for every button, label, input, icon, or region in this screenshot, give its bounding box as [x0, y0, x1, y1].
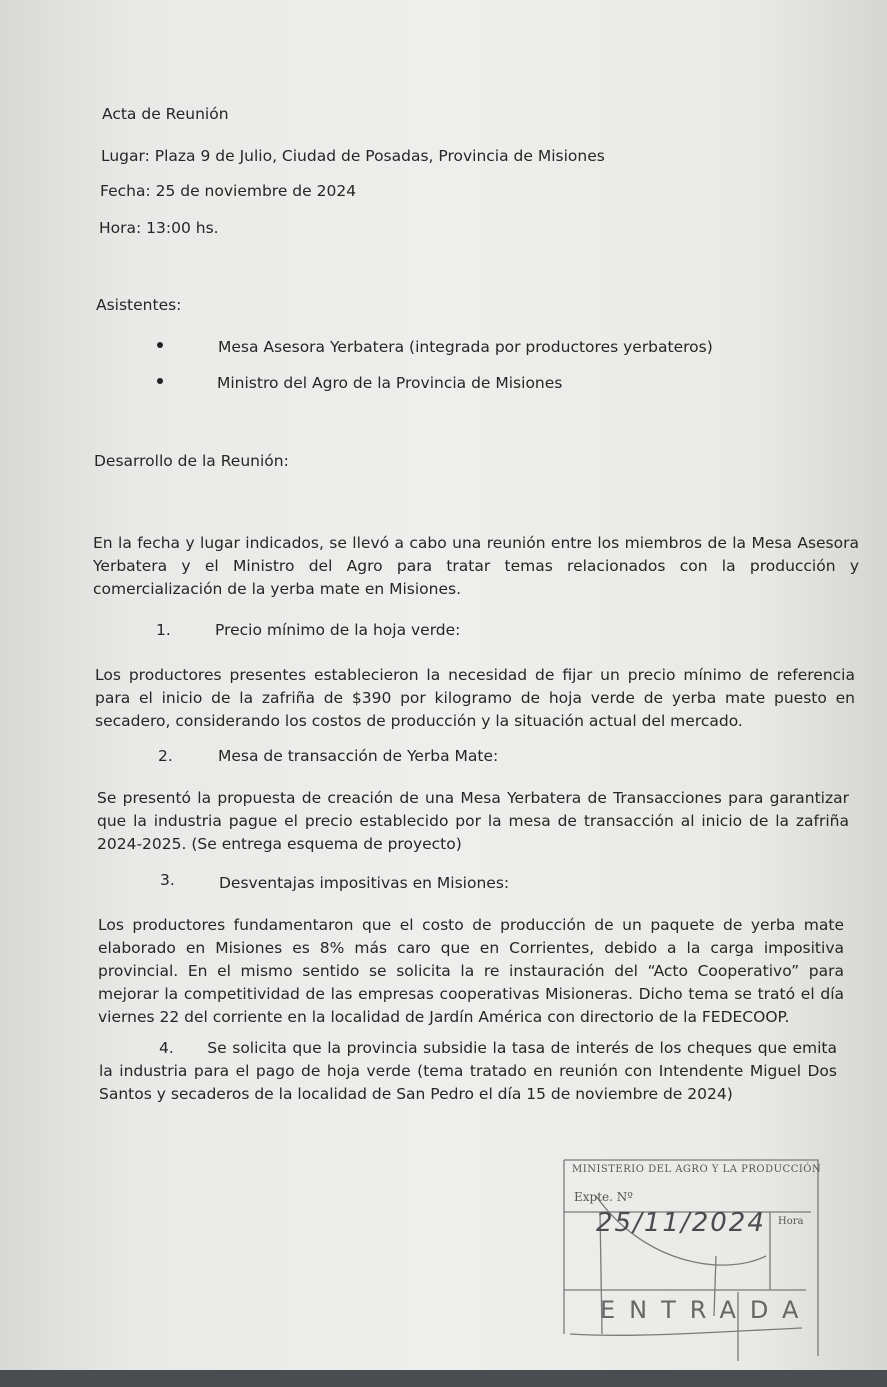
- point-body: Los productores fundamentaron que el costo de producción de un paquete de yerba mate elaborado en Misiones es 8% más caro que en Corrientes, debido a la carga impositiva provincial. En el mismo sentido se solicita la re instauración del “Acto Cooperativo” para mejorar la competitividad de las empresas cooperativas Misioneras. Dicho tema se trató el día viernes 22 del corriente en la localidad de Jardín América con directorio de la FEDECOOP.: [98, 916, 844, 1026]
- stamp-entrada: ENTRADA: [600, 1296, 813, 1324]
- fecha-line: Fecha: 25 de noviembre de 2024: [100, 182, 357, 200]
- stamp-expte-label: Expte. Nº: [574, 1190, 633, 1204]
- point-number: 2.: [158, 747, 173, 765]
- desarrollo-label: Desarrollo de la Reunión:: [94, 452, 289, 470]
- point-body: Se presentó la propuesta de creación de una Mesa Yerbatera de Transacciones para garantizar que la industria pague el precio establecido por la mesa de transacción al inicio de la zafriña 2024-2025. (Se entrega esquema de proyecto): [97, 789, 849, 853]
- bottom-edge: [0, 1370, 887, 1387]
- point-4-paragraph: [99, 1037, 837, 1106]
- asistentes-label: Asistentes:: [96, 296, 182, 314]
- point-number: 1.: [156, 621, 171, 639]
- lugar-line: Lugar: Plaza 9 de Julio, Ciudad de Posadas, Provincia de Misiones: [101, 147, 605, 165]
- point-heading: Precio mínimo de la hoja verde:: [215, 621, 461, 639]
- document-title: Acta de Reunión: [102, 105, 229, 123]
- asistente-item: Ministro del Agro de la Provincia de Misiones: [217, 374, 563, 392]
- stamp-title: MINISTERIO DEL AGRO Y LA PRODUCCIÓN: [572, 1164, 822, 1175]
- point-number: 3.: [160, 871, 175, 889]
- stamp-hora-label: Hora: [778, 1216, 804, 1227]
- received-stamp: [556, 1156, 826, 1361]
- stamp-date: 25/11/2024: [596, 1208, 766, 1238]
- point-number: 4.: [159, 1039, 174, 1057]
- bullet-icon: [157, 342, 163, 348]
- point-heading: Mesa de transacción de Yerba Mate:: [218, 747, 499, 765]
- stamp-frame: [556, 1156, 826, 1361]
- hora-line: Hora: 13:00 hs.: [99, 219, 219, 237]
- bullet-icon: [157, 378, 163, 384]
- point-text: Se solicita que la provincia subsidie la tasa de interés de los cheques que emita la industria para el pago de hoja verde (tema tratado en reunión con Intendente Miguel Dos Santos y secaderos de la localidad de San Pedro el día 15 de noviembre de 2024): [99, 1039, 838, 1103]
- point-body: Los productores presentes establecieron la necesidad de fijar un precio mínimo de referencia para el inicio de la zafriña de $390 por kilogramo de hoja verde de yerba mate puesto en secadero, considerando los costos de producción y la situación actual del mercado.: [95, 666, 855, 730]
- point-heading: Desventajas impositivas en Misiones:: [219, 874, 510, 892]
- intro-paragraph: En la fecha y lugar indicados, se llevó a cabo una reunión entre los miembros de la Mesa Asesora Yerbatera y el Ministro del Agro para tratar temas relacionados con la producción y comercialización de la yerba mate en Misiones.: [93, 534, 859, 598]
- asistente-item: Mesa Asesora Yerbatera (integrada por productores yerbateros): [218, 338, 713, 356]
